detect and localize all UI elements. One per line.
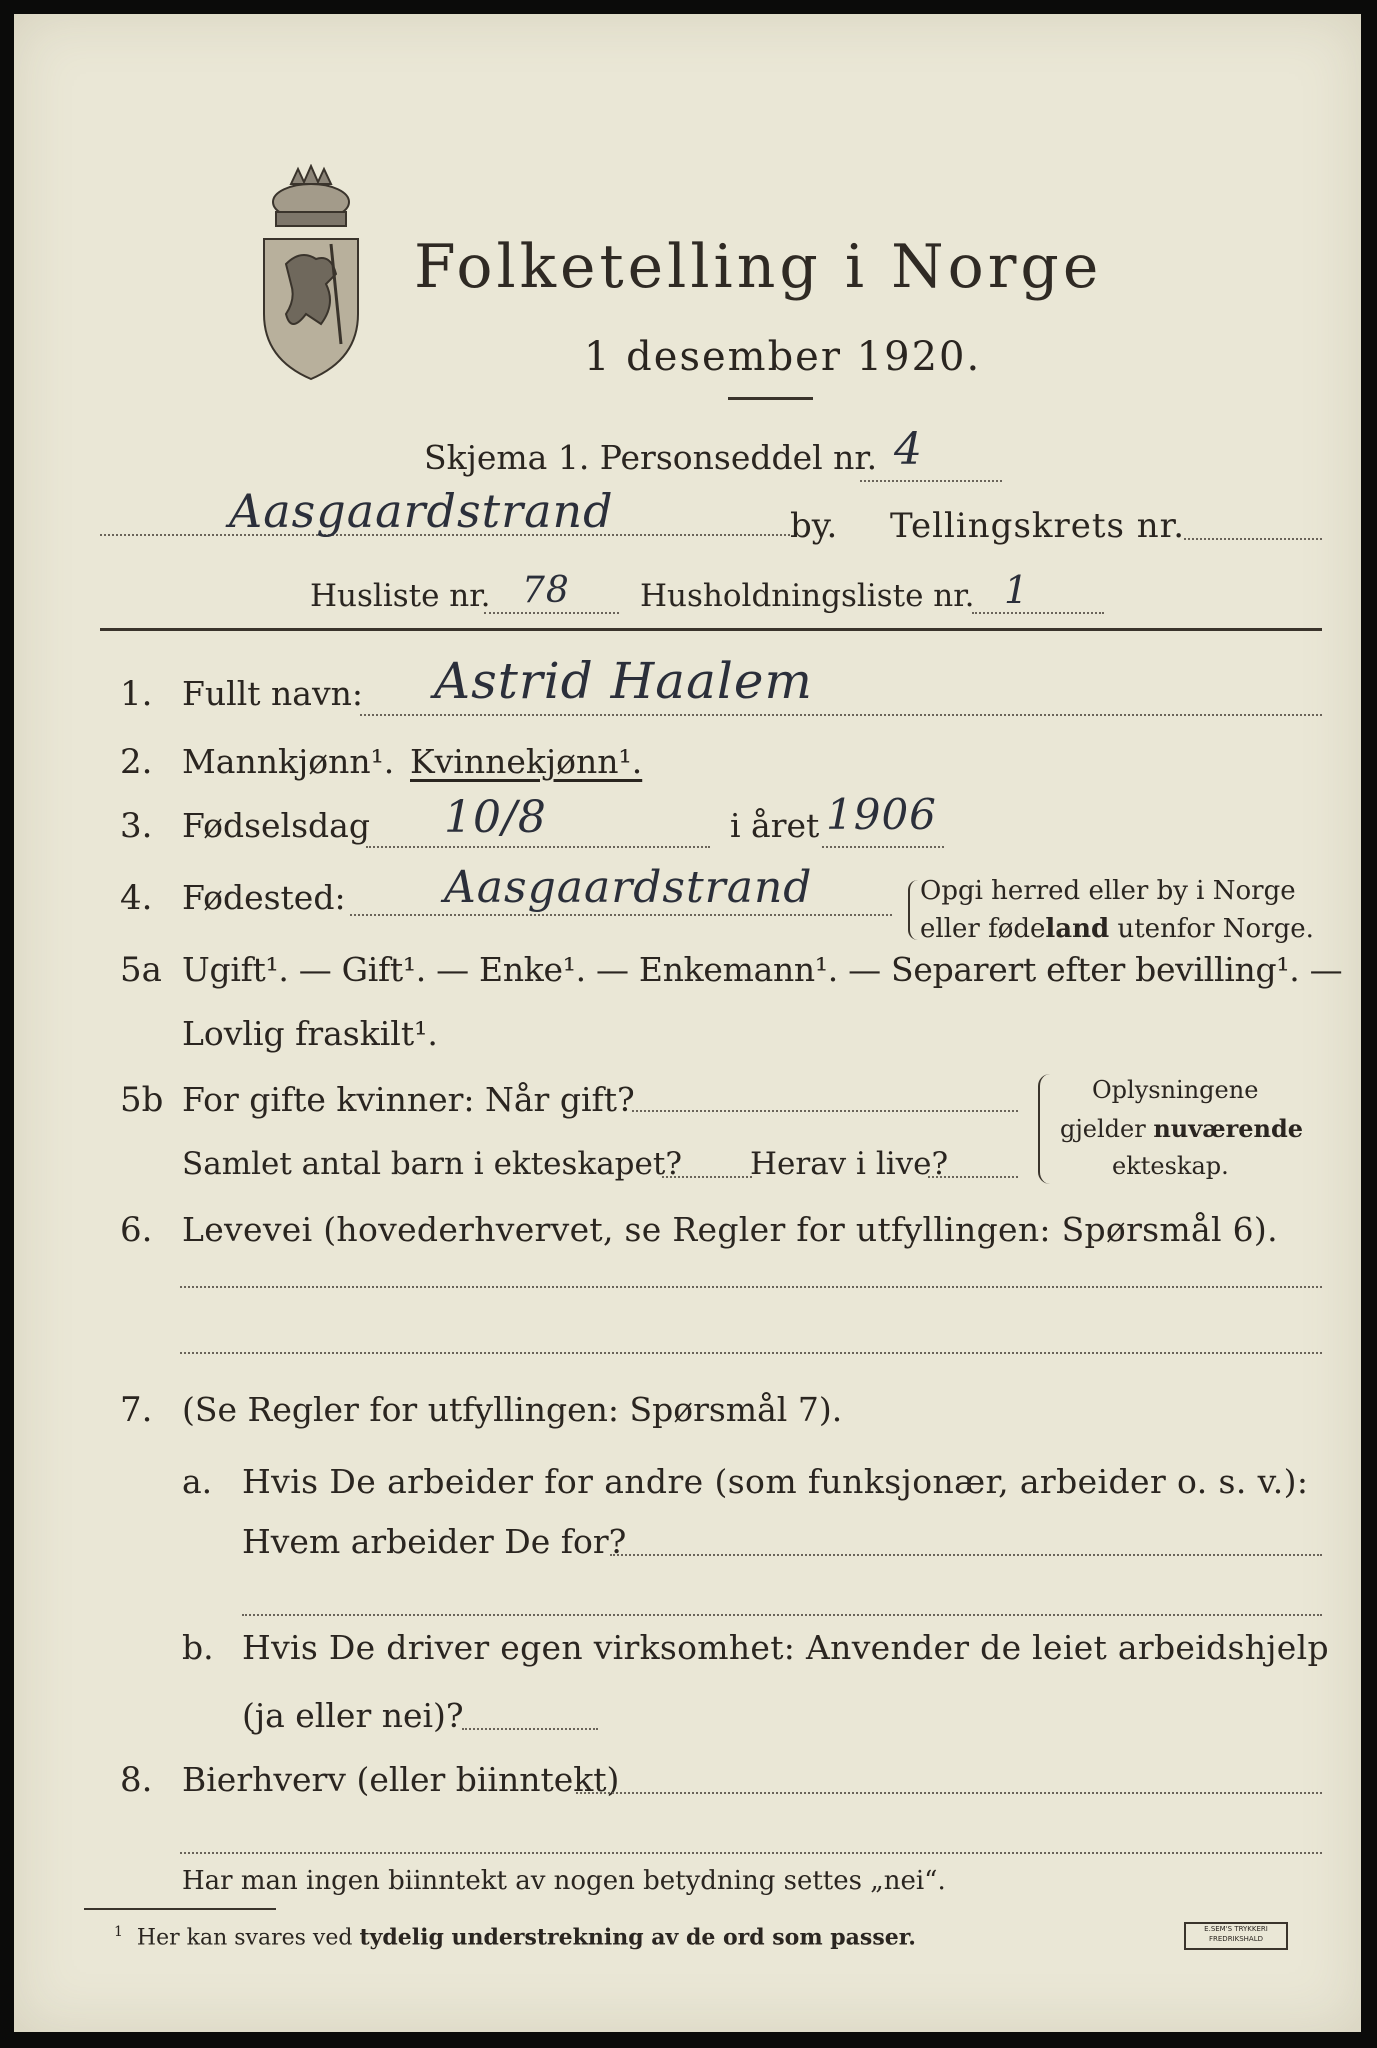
q7-number: 7. (120, 1390, 153, 1430)
q5b-children-line (662, 1176, 752, 1178)
q5a-line2: Lovlig fraskilt¹. (182, 1014, 438, 1053)
footnote-text: $^1$ Her kan svares ved tydelig understrekning av de ord som passer. (114, 1924, 916, 1951)
q5b-alive-label: Herav i live? (750, 1146, 949, 1182)
q1-number: 1. (120, 674, 153, 714)
q7b-letter: b. (182, 1628, 214, 1667)
q3-year-line (822, 846, 944, 848)
q7b-line1: Hvis De driver egen virksomhet: Anvender de leiet arbeidshjelp (242, 1628, 1329, 1667)
census-form-page (14, 14, 1361, 2032)
census-date: 1 desember 1920. (584, 334, 982, 380)
q5b-note3: ekteskap. (1112, 1152, 1229, 1180)
q2-number: 2. (120, 742, 153, 782)
q5a-line1: Ugift¹. — Gift¹. — Enke¹. — Enkemann¹. — Separert efter bevilling¹. — (182, 950, 1343, 989)
q8-note: Har man ingen biinntekt av nogen betydning settes „nei“. (182, 1866, 946, 1896)
q8-label: Bierhverv (eller biinntekt) (182, 1760, 620, 1799)
header-rule (100, 628, 1322, 631)
q4-label: Fødested: (182, 878, 346, 917)
tellingskrets-line (1184, 538, 1322, 540)
q4-number: 4. (120, 878, 153, 918)
printer-stamp-line2: FREDRIKSHALD (1208, 1935, 1263, 1943)
q5b-note2: gjelder nuværende (1060, 1114, 1304, 1143)
printer-stamp (1184, 1922, 1288, 1950)
q8-line2 (180, 1852, 1322, 1854)
q6-line2 (180, 1352, 1322, 1354)
q7a-answer-line1 (610, 1554, 1322, 1556)
husholdning-nr: 1 (1004, 568, 1030, 612)
q6-number: 6. (120, 1210, 153, 1250)
q5b-children-label: Samlet antal barn i ekteskapet? (182, 1146, 682, 1182)
q2-female-label: Kvinnekjønn¹. (410, 742, 643, 781)
q7b-line2: (ja eller nei)? (242, 1696, 464, 1735)
q5b-brace (1038, 1074, 1050, 1184)
q4-note-line1: Opgi herred eller by i Norge (920, 876, 1296, 906)
footnote-rule (84, 1908, 276, 1910)
husliste-nr: 78 (522, 570, 570, 611)
q7b-answer-line (462, 1728, 598, 1730)
q3-label: Fødselsdag (182, 806, 370, 845)
husliste-label: Husliste nr. (310, 578, 491, 614)
q3-year-label: i året (730, 806, 820, 845)
q3-number: 3. (120, 806, 153, 846)
q5b-number: 5b (120, 1080, 164, 1120)
q3-line (366, 846, 710, 848)
personseddel-nr: 4 (894, 424, 923, 475)
by-label: by. (790, 506, 838, 546)
q7a-answer-line2 (242, 1614, 1322, 1616)
q4-line (350, 914, 892, 916)
q5b-alive-line (928, 1176, 1018, 1178)
town-name: Aasgaardstrand (229, 484, 614, 538)
q7a-line2: Hvem arbeider De for? (242, 1522, 627, 1561)
q7a-letter: a. (182, 1462, 213, 1501)
form-title: Folketelling i Norge (414, 232, 1103, 302)
husliste-line (484, 612, 619, 614)
q2-male-label: Mannkjønn¹. (182, 742, 395, 781)
q6-line1 (180, 1286, 1322, 1288)
birthyear-value: 1906 (826, 790, 937, 839)
full-name-value: Astrid Haalem (434, 652, 813, 710)
coat-of-arms-icon (246, 164, 376, 384)
personseddel-line (860, 480, 1002, 482)
q7-label: (Se Regler for utfyllingen: Spørsmål 7). (182, 1390, 843, 1429)
husholdning-label: Husholdningsliste nr. (640, 578, 975, 614)
q1-line (360, 714, 1322, 716)
q6-label: Levevei (hovederhvervet, se Regler for utfyllingen: Spørsmål 6). (182, 1210, 1278, 1249)
birthdate-value: 10/8 (444, 792, 547, 843)
q5b-note1: Oplysningene (1092, 1076, 1259, 1104)
q5a-number: 5a (120, 950, 162, 990)
title-divider (728, 397, 813, 400)
q8-line1 (576, 1792, 1322, 1794)
printer-stamp-line1: E.SEM'S TRYKKERI (1204, 1925, 1268, 1933)
q1-label: Fullt navn: (182, 674, 363, 713)
tellingskrets-label: Tellingskrets nr. (890, 506, 1186, 546)
q5b-when-married-line (632, 1110, 1018, 1112)
q4-brace (908, 880, 918, 940)
husholdning-line (972, 612, 1104, 614)
q4-note-line2: eller fødeland utenfor Norge. (920, 914, 1314, 944)
q8-number: 8. (120, 1760, 153, 1800)
schema-label: Skjema 1. Personseddel nr. (424, 438, 878, 477)
birthplace-value: Aasgaardstrand (444, 862, 813, 913)
q5b-when-married-label: For gifte kvinner: Når gift? (182, 1080, 635, 1119)
q7a-line1: Hvis De arbeider for andre (som funksjonær, arbeider o. s. v.): (242, 1462, 1309, 1501)
